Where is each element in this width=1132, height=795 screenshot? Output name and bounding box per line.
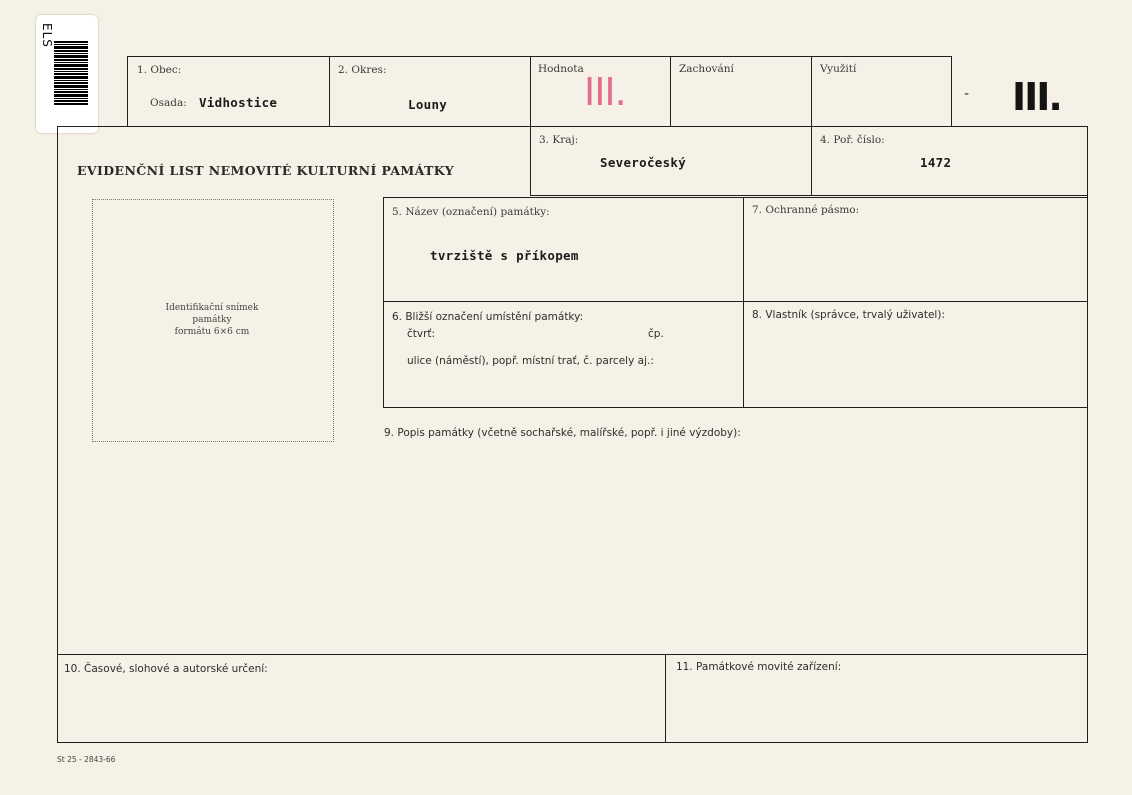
nazev-label: 5. Název (označení) památky: bbox=[392, 206, 550, 218]
top-row-div-3 bbox=[670, 56, 671, 127]
frame-right bbox=[1087, 126, 1088, 742]
photo-line-3: formátu 6×6 cm bbox=[174, 327, 250, 337]
side-dash: - bbox=[964, 86, 970, 102]
box5-top bbox=[383, 197, 1088, 198]
osada-value: Vidhostice bbox=[199, 95, 278, 110]
top-row-div-5 bbox=[951, 56, 952, 127]
obec-label: 1. Obec: bbox=[137, 64, 182, 76]
okres-value: Louny bbox=[408, 97, 448, 112]
okres-label: 2. Okres: bbox=[338, 64, 387, 76]
ctvrt-label: čtvrť: bbox=[407, 328, 436, 340]
ochranne-label: 7. Ochranné pásmo: bbox=[752, 204, 860, 216]
top-row-left-border bbox=[127, 56, 128, 127]
form-title: EVIDENČNÍ LIST NEMOVITÉ KULTURNÍ PAMÁTKY bbox=[77, 163, 455, 178]
barcode-icon bbox=[54, 41, 88, 106]
frame-top bbox=[57, 126, 1088, 127]
casove-label: 10. Časové, slohové a autorské určení: bbox=[64, 663, 268, 675]
side-mark: III. bbox=[1012, 75, 1061, 119]
cp-label: čp. bbox=[648, 328, 664, 340]
vyuziti-label: Využití bbox=[820, 63, 857, 75]
box5-left bbox=[383, 197, 384, 408]
popis-label: 9. Popis památky (včetně sochařské, malířské, popř. i jiné výzdoby): bbox=[384, 427, 741, 439]
photo-line-1: Identifikační snímek bbox=[165, 303, 259, 313]
bottom-row-divider bbox=[665, 654, 666, 743]
box-lower-horizontal bbox=[383, 407, 1088, 408]
frame-left bbox=[57, 126, 58, 742]
footer-code: St 25 - 2843-66 bbox=[57, 755, 116, 764]
hodnota-label: Hodnota bbox=[538, 63, 584, 75]
ulice-label: ulice (náměstí), popř. místní trať, č. parcely aj.: bbox=[407, 355, 654, 367]
osada-label: Osada: bbox=[150, 97, 187, 109]
frame-bottom bbox=[57, 742, 1088, 743]
photo-caption bbox=[92, 302, 332, 338]
box-mid-horizontal bbox=[383, 301, 1088, 302]
top-row-top-border bbox=[127, 56, 952, 57]
por-cislo-label: 4. Poř. číslo: bbox=[820, 134, 885, 146]
vlastnik-label: 8. Vlastník (správce, trvalý uživatel): bbox=[752, 309, 945, 321]
kraj-label: 3. Kraj: bbox=[539, 134, 579, 146]
nazev-value: tvrziště s příkopem bbox=[430, 248, 579, 263]
blizsi-label: 6. Bližší označení umístění památky: bbox=[392, 311, 584, 323]
movite-label: 11. Památkové movité zařízení: bbox=[676, 661, 842, 673]
hodnota-stamp: III. bbox=[584, 70, 626, 114]
zachovani-label: Zachování bbox=[679, 63, 734, 75]
barcode-sticker bbox=[36, 15, 98, 133]
kraj-bottom bbox=[530, 195, 1088, 196]
box-mid-vertical bbox=[743, 197, 744, 408]
por-cislo-value: 1472 bbox=[920, 155, 952, 170]
bottom-row-top bbox=[57, 654, 1088, 655]
kraj-value: Severočeský bbox=[600, 155, 687, 170]
sticker-code: ELS bbox=[40, 23, 54, 48]
top-row-div-1 bbox=[329, 56, 330, 127]
photo-line-2: památky bbox=[192, 315, 232, 325]
